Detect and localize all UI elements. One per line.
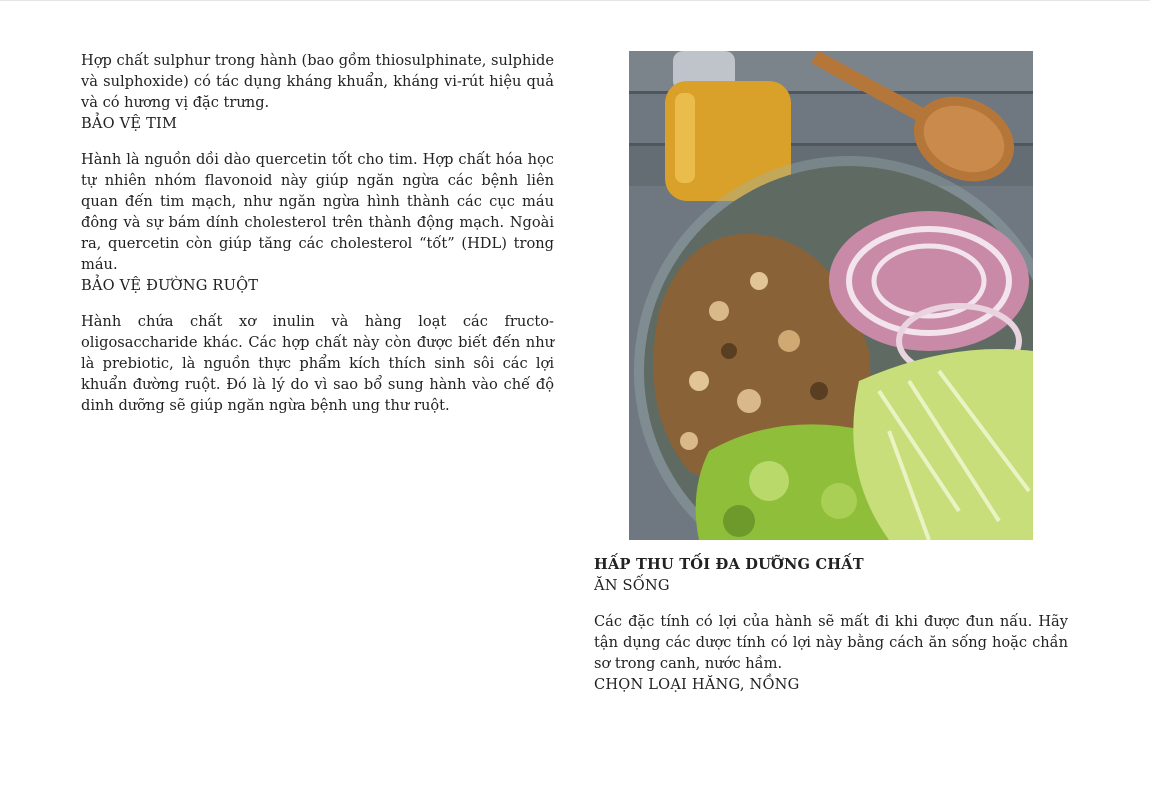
pungent-heading: CHỌN LOẠI HĂNG, NỒNG [594,676,800,693]
raw-heading: ĂN SỐNG [594,577,670,594]
gut-heading: BẢO VỆ ĐƯỜNG RUỘT [81,277,259,294]
heart-paragraph: Hành là nguồn dồi dào quercetin tốt cho tim. Hợp chất hóa học tự nhiên nhóm flavonoid này giúp ngăn ngừa các bệnh liên quan đến tim mạch, như ngăn ngừa hình thành các cục máu đông và sự bám dính cholesterol trên thành động mạch. Ngoài ra, quercetin còn giúp tăng các cholesterol “tốt” (HDL) trong máu. [81,151,554,273]
gut-paragraph: Hành chứa chất xơ inulin và hàng loạt các fructo-oligosaccharide khác. Các hợp chất này còn được biết đến như là prebiotic, là nguồn thực phẩm kích thích sinh sôi các lợi khuẩn đường ruột. Đó là lý do vì sao bổ sung hành vào chế độ dinh dưỡng sẽ giúp ngăn ngừa bệnh ung thư ruột. [81,313,554,414]
shredded-apple-icon [853,349,1033,540]
salad-photo [629,51,1033,540]
right-column [594,554,1068,695]
intro-paragraph: Hợp chất sulphur trong hành (bao gồm thiosulphinate, sulphide và sulphoxide) có tác dụng kháng khuẩn, kháng vi-rút hiệu quả và có hương vị đặc trưng. [81,52,554,111]
main-heading: HẤP THU TỐI ĐA DƯỠNG CHẤT [594,556,864,573]
left-column [81,50,554,416]
raw-paragraph: Các đặc tính có lợi của hành sẽ mất đi khi được đun nấu. Hãy tận dụng các dược tính có lợi này bằng cách ăn sống hoặc chần sơ trong canh, nước hầm. [594,613,1068,672]
heart-heading: BẢO VỆ TIM [81,115,178,132]
